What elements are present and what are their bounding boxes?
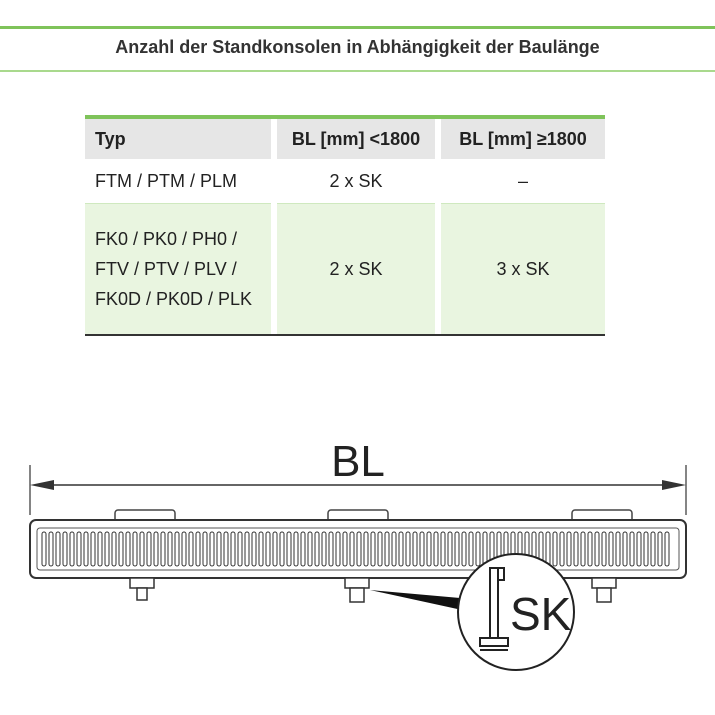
radiator-slot xyxy=(574,532,578,566)
title-underline-rule xyxy=(0,70,715,72)
radiator-slot xyxy=(63,532,67,566)
radiator-slot xyxy=(273,532,277,566)
bracket-label: SK xyxy=(510,588,572,640)
radiator-slot xyxy=(581,532,585,566)
type-cell xyxy=(85,204,271,336)
radiator-slot xyxy=(553,532,557,566)
radiator-slot xyxy=(567,532,571,566)
radiator-slot xyxy=(364,532,368,566)
dimension-label: BL xyxy=(331,437,385,486)
radiator-slot xyxy=(154,532,158,566)
top-accent-rule xyxy=(0,26,715,29)
radiator-slot xyxy=(651,532,655,566)
radiator-slot xyxy=(133,532,137,566)
radiator-slot xyxy=(175,532,179,566)
radiator-diagram xyxy=(0,420,715,690)
radiator-slot xyxy=(322,532,326,566)
radiator-slot xyxy=(315,532,319,566)
radiator-slot xyxy=(588,532,592,566)
radiator-slot xyxy=(434,532,438,566)
type-cell xyxy=(85,159,271,204)
radiator-slot xyxy=(623,532,627,566)
radiator-slot xyxy=(252,532,256,566)
radiator-slot xyxy=(602,532,606,566)
radiator-slot xyxy=(448,532,452,566)
radiator-slot xyxy=(609,532,613,566)
radiator-slot xyxy=(168,532,172,566)
radiator-slot xyxy=(49,532,53,566)
page-title: Anzahl der Standkonsolen in Abhängigkeit der Baulänge xyxy=(115,37,600,57)
radiator-slot xyxy=(238,532,242,566)
radiator-slot xyxy=(105,532,109,566)
radiator-slot xyxy=(70,532,74,566)
radiator-slot xyxy=(245,532,249,566)
radiator-slot xyxy=(336,532,340,566)
radiator-slot xyxy=(56,532,60,566)
radiator-slot xyxy=(378,532,382,566)
radiator-slot xyxy=(469,532,473,566)
radiator-slot xyxy=(371,532,375,566)
bracket-detail-callout xyxy=(458,554,574,670)
radiator-slot xyxy=(462,532,466,566)
radiator-slot xyxy=(392,532,396,566)
radiator-slot xyxy=(637,532,641,566)
table-row xyxy=(85,204,605,336)
radiator-slot xyxy=(231,532,235,566)
callout-pointer xyxy=(370,590,462,610)
radiator-slot xyxy=(441,532,445,566)
radiator-slot xyxy=(658,532,662,566)
radiator-slot xyxy=(413,532,417,566)
radiator-slot xyxy=(406,532,410,566)
radiator-slot xyxy=(182,532,186,566)
radiator-slot xyxy=(294,532,298,566)
radiator-slot xyxy=(147,532,151,566)
radiator-slot xyxy=(112,532,116,566)
radiator-slot xyxy=(329,532,333,566)
radiator-slot xyxy=(644,532,648,566)
radiator-slot xyxy=(616,532,620,566)
radiator-slot xyxy=(126,532,130,566)
radiator-slot xyxy=(98,532,102,566)
radiator-slot xyxy=(343,532,347,566)
radiator-slot xyxy=(217,532,221,566)
radiator-slot xyxy=(385,532,389,566)
type-line: FTV / PTV / PLV / xyxy=(95,259,237,279)
radiator-slot xyxy=(119,532,123,566)
radiator-slot xyxy=(77,532,81,566)
bracket-count-table xyxy=(85,115,605,336)
radiator-slot xyxy=(630,532,634,566)
radiator-slot xyxy=(546,532,550,566)
type-line: FK0D / PK0D / PLK xyxy=(95,289,253,309)
radiator-slot xyxy=(595,532,599,566)
radiator-slot xyxy=(42,532,46,566)
under-1800-cell: 2 x SK xyxy=(277,159,435,204)
type-line: FK0 / PK0 / PH0 / xyxy=(95,229,238,249)
radiator-slot xyxy=(266,532,270,566)
radiator-slot xyxy=(427,532,431,566)
column-header-over-1800: BL [mm] ≥1800 xyxy=(441,115,605,159)
radiator-slot xyxy=(560,532,564,566)
radiator-body xyxy=(30,520,686,578)
radiator-slot xyxy=(203,532,207,566)
radiator-slot xyxy=(399,532,403,566)
table-header-row xyxy=(85,115,605,159)
radiator-slot xyxy=(280,532,284,566)
radiator-slot xyxy=(483,532,487,566)
radiator-slot xyxy=(161,532,165,566)
over-1800-cell: – xyxy=(441,159,605,204)
radiator-slot xyxy=(140,532,144,566)
under-1800-cell: 2 x SK xyxy=(277,204,435,336)
radiator-slot xyxy=(210,532,214,566)
radiator-slot xyxy=(357,532,361,566)
radiator-slot xyxy=(301,532,305,566)
radiator-slot xyxy=(287,532,291,566)
column-header-under-1800: BL [mm] <1800 xyxy=(277,115,435,159)
radiator-slot xyxy=(189,532,193,566)
radiator-slot xyxy=(476,532,480,566)
radiator-slot xyxy=(84,532,88,566)
over-1800-cell: 3 x SK xyxy=(441,204,605,336)
radiator-slot xyxy=(224,532,228,566)
radiator-slot xyxy=(308,532,312,566)
column-header-type: Typ xyxy=(85,115,271,159)
radiator-slot xyxy=(350,532,354,566)
radiator-slot xyxy=(420,532,424,566)
radiator-slot xyxy=(91,532,95,566)
radiator-slot xyxy=(455,532,459,566)
table-row xyxy=(85,159,605,204)
radiator-slot xyxy=(665,532,669,566)
radiator-slot xyxy=(259,532,263,566)
radiator-slot xyxy=(196,532,200,566)
type-line: FTM / PTM / PLM xyxy=(95,171,237,191)
